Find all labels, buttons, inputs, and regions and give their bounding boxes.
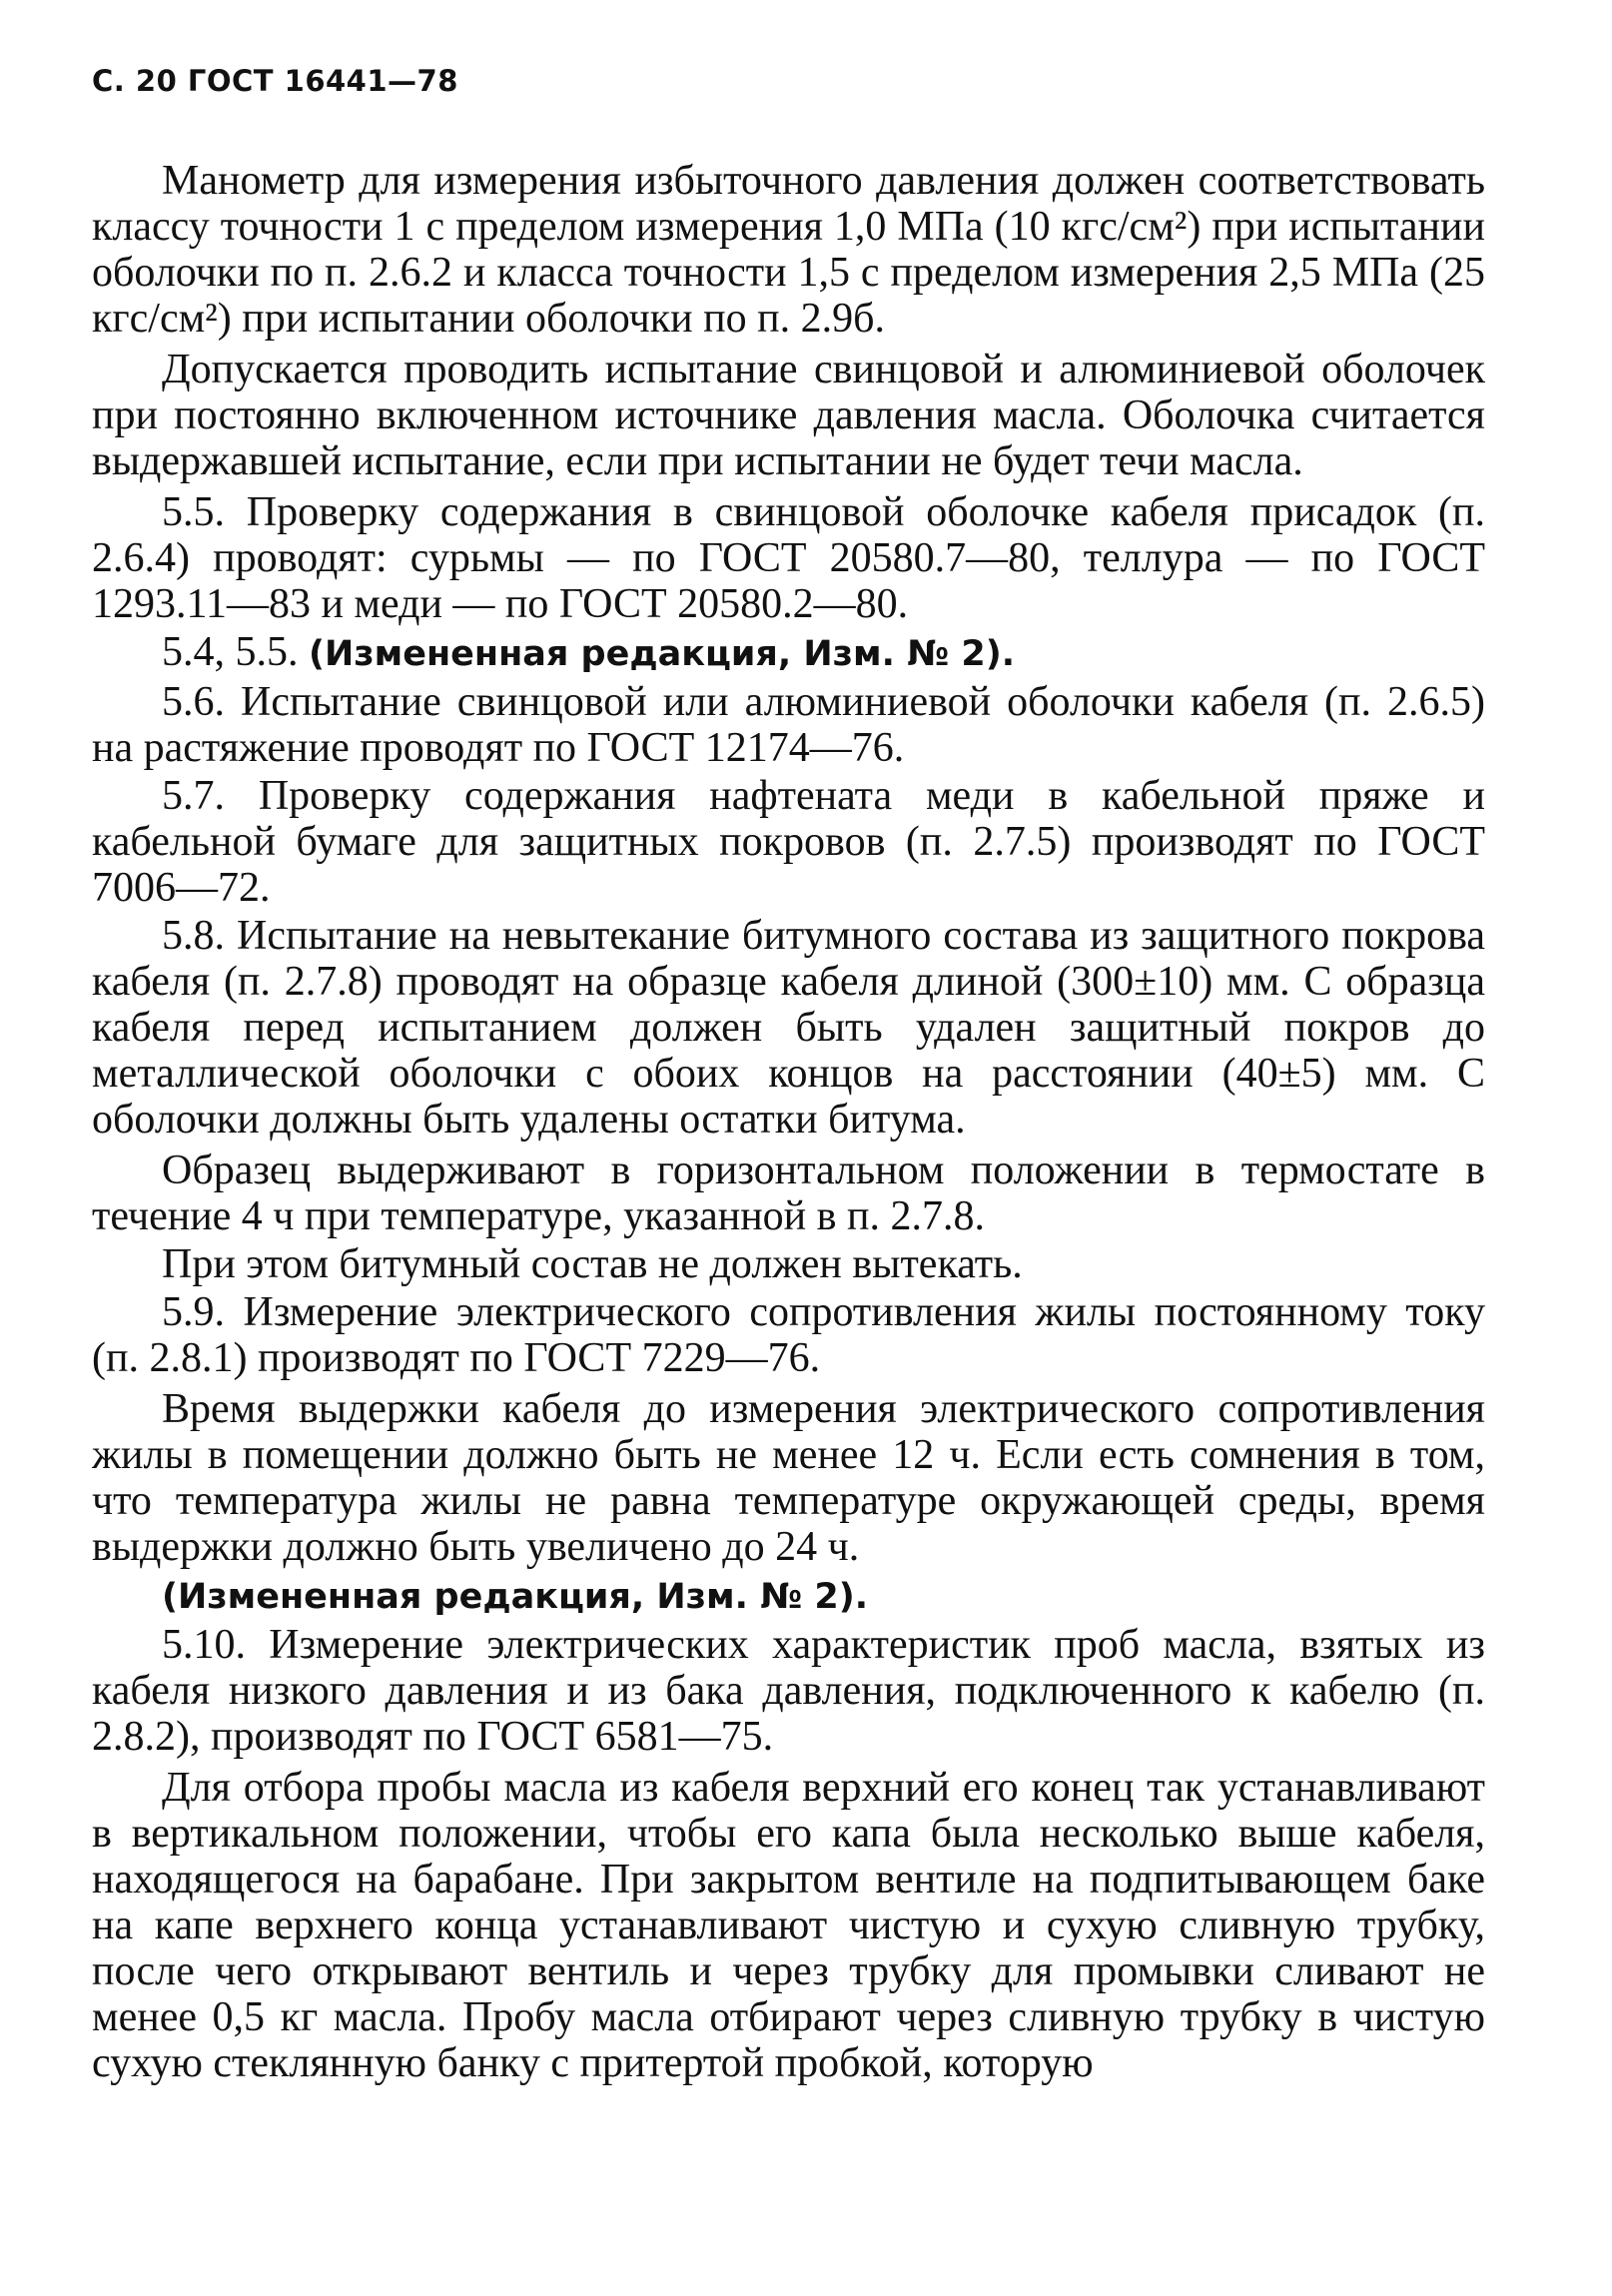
- paragraph-5-6: 5.6. Испытание свинцовой или алюминиевой оболочки кабеля (п. 2.6.5) на растяжение проводят по ГОСТ 12174—76.: [92, 679, 1485, 771]
- page-header: С. 20 ГОСТ 16441—78: [92, 64, 458, 98]
- paragraph-thermostat: Образец выдерживают в горизонтальном положении в термостате в течение 4 ч при температуре, указанной в п. 2.7.8.: [92, 1148, 1485, 1239]
- amendment-label: (Измененная редакция, Изм. № 2).: [309, 634, 1016, 674]
- paragraph-5-8: 5.8. Испытание на невытекание битумного состава из защитного покрова кабеля (п. 2.7.8) проводят на образце кабеля длиной (300±10) мм. С образца кабеля перед испытанием должен быть удален защитный покров до металлической оболочки с обоих концов на расстоянии (40±5) мм. С оболочки должны быть удалены остатки битума.: [92, 913, 1485, 1143]
- paragraph-5-5: 5.5. Проверку содержания в свинцовой оболочке кабеля присадок (п. 2.6.4) проводят: сурьмы — по ГОСТ 20580.7—80, теллура — по ГОСТ 1293.11—83 и меди — по ГОСТ 20580.2—80.: [92, 489, 1485, 627]
- paragraph-manometer: Манометр для измерения избыточного давления должен соответствовать классу точности 1 с пределом измерения 1,0 МПа (10 кгс/см²) при испытании оболочки по п. 2.6.2 и класса точности 1,5 с пределом измерения 2,5 МПа (25 кгс/см²) при испытании оболочки по п. 2.9б.: [92, 158, 1485, 342]
- paragraph-5-10: 5.10. Измерение электрических характеристик проб масла, взятых из кабеля низкого давления и из бака давления, подключенного к кабелю (п. 2.8.2), производят по ГОСТ 6581—75.: [92, 1622, 1485, 1760]
- paragraph-bitumen: При этом битумный состав не должен вытекать.: [162, 1241, 1023, 1287]
- paragraph-exposure-time: Время выдержки кабеля до измерения электрического сопротивления жилы в помещении должно быть не менее 12 ч. Если есть сомнения в том, что температура жилы не равна температуре окружающей среды, время выдержки должно быть увеличено до 24 ч.: [92, 1386, 1485, 1570]
- amendment-prefix: 5.4, 5.5.: [162, 629, 309, 675]
- document-body: [92, 158, 1485, 2091]
- paragraph-oil-sampling: Для отбора пробы масла из кабеля верхний его конец так устанавливают в вертикальном положении, чтобы его капа была несколько выше кабеля, находящегося на барабане. При закрытом вентиле на подпитывающем баке на капе верхнего конца устанавливают чистую и сухую сливную трубку, после чего открывают вентиль и через трубку для промывки сливают не менее 0,5 кг масла. Пробу масла отбирают через сливную трубку в чистую сухую стеклянную банку с притертой пробкой, которую: [92, 1765, 1485, 2086]
- paragraph-sheath-test: Допускается проводить испытание свинцовой и алюминиевой оболочек при постоянно включенном источнике давления масла. Оболочка считается выдержавшей испытание, если при испытании не будет течи масла.: [92, 347, 1485, 484]
- amendment-note-2: [92, 1572, 1485, 1620]
- paragraph-5-9: 5.9. Измерение электрического сопротивления жилы постоянному току (п. 2.8.1) производят по ГОСТ 7229—76.: [92, 1289, 1485, 1381]
- amendment-label: (Измененная редакция, Изм. № 2).: [162, 1577, 869, 1617]
- amendment-note-5-4-5-5: [92, 629, 1485, 677]
- page-content: [92, 0, 1485, 2296]
- paragraph-5-7: 5.7. Проверку содержания нафтената меди в кабельной пряже и кабельной бумаге для защитных покровов (п. 2.7.5) производят по ГОСТ 7006—72.: [92, 773, 1485, 911]
